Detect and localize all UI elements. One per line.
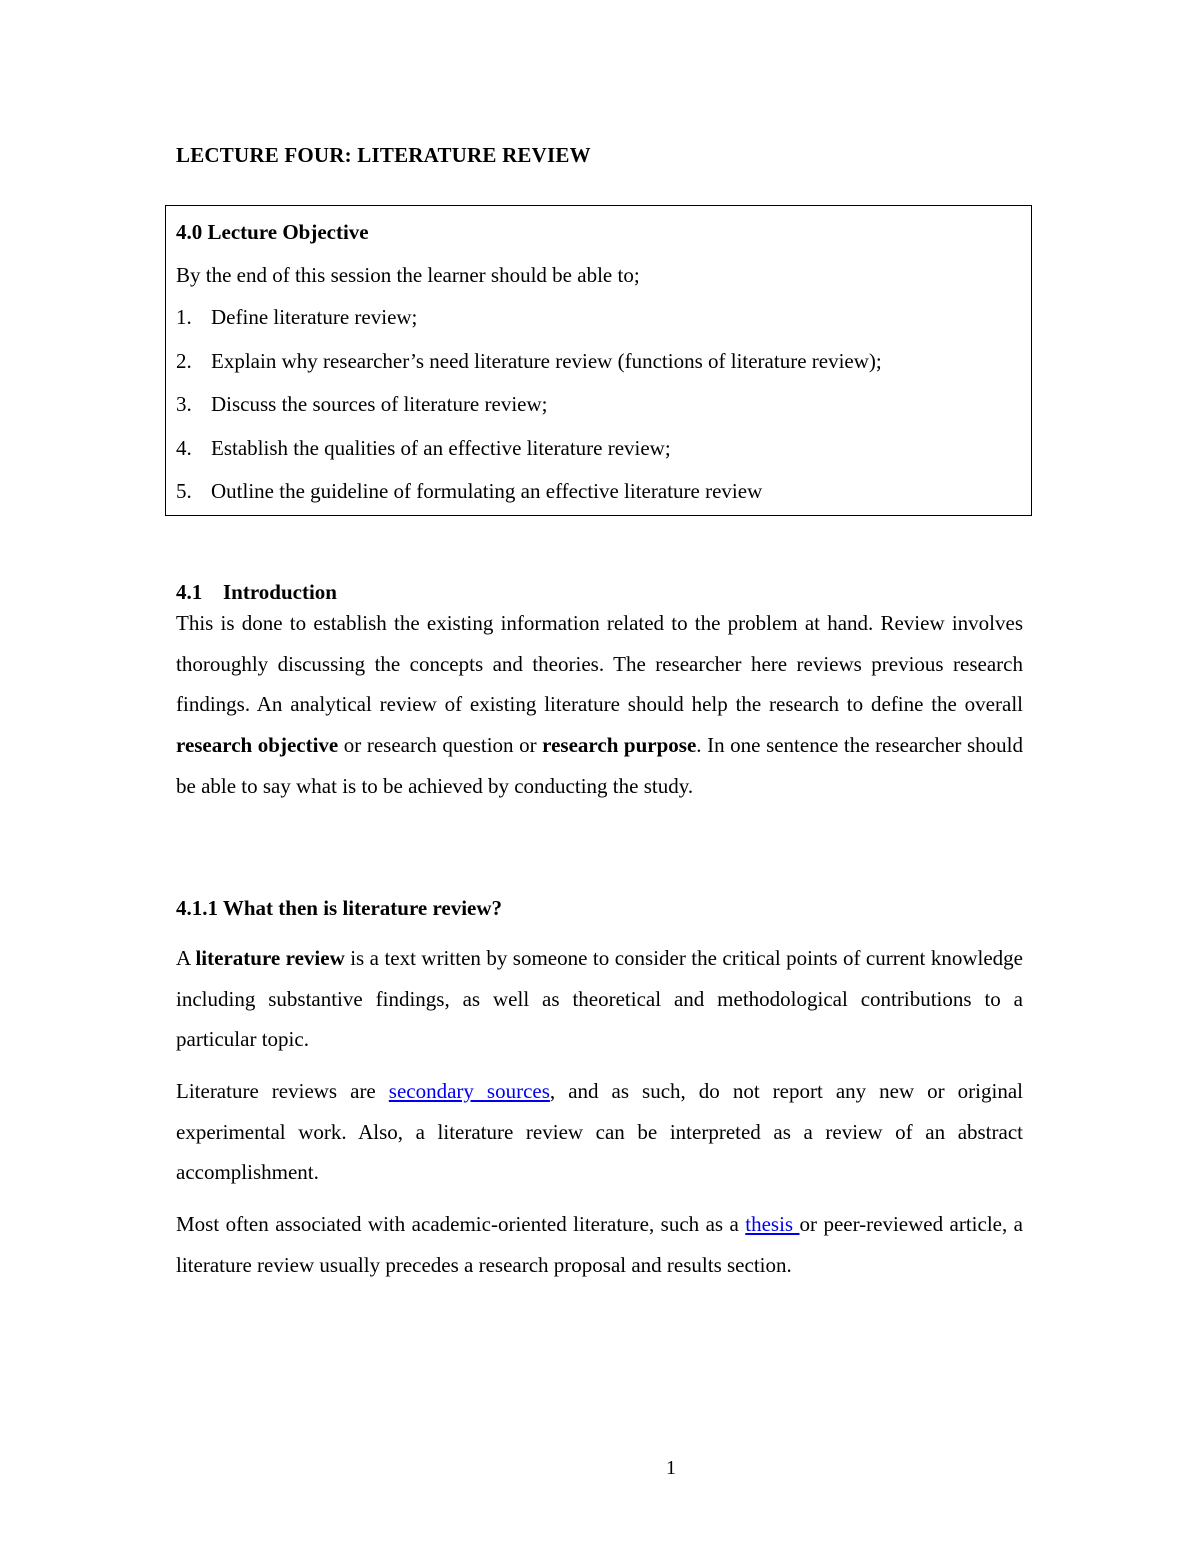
paragraph-text: Literature reviews are (176, 1079, 389, 1103)
paragraph-text: , and as such, do not report any new or original experimental work. Also, a literature review can be interpreted as a review of an abstract accomplishment. (176, 1079, 1024, 1185)
list-item-text: Outline the guideline of formulating an effective literature review (211, 479, 763, 503)
bold-term: research objective (176, 733, 339, 758)
bold-term: research purpose (542, 733, 697, 758)
list-item-text: Explain why researcher’s need literature review (functions of literature review); (211, 348, 882, 373)
paragraph-text: A (176, 946, 196, 970)
secondary-sources-link[interactable]: secondary sources (388, 1079, 550, 1103)
list-item (176, 392, 882, 436)
objective-box (165, 205, 1032, 516)
list-item (176, 479, 882, 523)
list-item (176, 305, 882, 349)
list-item-text: Discuss the sources of literature review; (211, 392, 548, 416)
paragraph-text: is a text written by someone to consider the critical points of current knowledge including substantive findings, as well as theoretical and methodological contributions to a particular topic. (176, 946, 1023, 1052)
paragraph-text: or research question or (338, 733, 543, 758)
list-item-number: 1. (176, 305, 192, 329)
list-item-number: 4. (176, 435, 192, 460)
paragraph-text: Most often associated with academic-oriented literature, such as a (176, 1212, 746, 1236)
objective-intro: By the end of this session the learner should be able to; (176, 263, 640, 287)
paragraph-text: . In one sentence the researcher should be able to say what is to be achieved by conducting the study. (176, 733, 1023, 798)
list-item-text: Establish the qualities of an effective literature review; (211, 435, 671, 460)
page-number: 1 (666, 1457, 676, 1479)
subsection-heading: 4.1.1 What then is literature review? (176, 896, 503, 920)
paragraph-text: This is done to establish the existing information related to the problem at hand. Review involves thoroughly discussing the concepts and theories. The researcher here reviews previous research findings. An analytical review of existing literature should help the research to define the overall (176, 611, 1023, 717)
section-title: Introduction (223, 580, 337, 604)
list-item (176, 349, 882, 393)
list-item (176, 436, 882, 480)
list-item-number: 5. (176, 479, 192, 503)
secondary-sources-paragraph (176, 1071, 1023, 1193)
bold-term: literature review (195, 946, 345, 970)
objective-heading: 4.0 Lecture Objective (176, 220, 369, 244)
list-item-text: Define literature review; (211, 305, 418, 329)
thesis-paragraph (176, 1204, 1023, 1285)
objective-list (176, 305, 882, 523)
thesis-link[interactable]: thesis (745, 1212, 800, 1236)
introduction-paragraph (176, 603, 1023, 807)
section-number: 4.1 (176, 580, 203, 604)
list-item-number: 2. (176, 348, 192, 373)
paragraph-text: or peer-reviewed article, a literature review usually precedes a research proposal and results section. (176, 1212, 1023, 1277)
list-item-number: 3. (176, 392, 192, 416)
page-title: LECTURE FOUR: LITERATURE REVIEW (176, 143, 591, 167)
definition-paragraph (176, 938, 1023, 1060)
introduction-heading (176, 580, 337, 605)
